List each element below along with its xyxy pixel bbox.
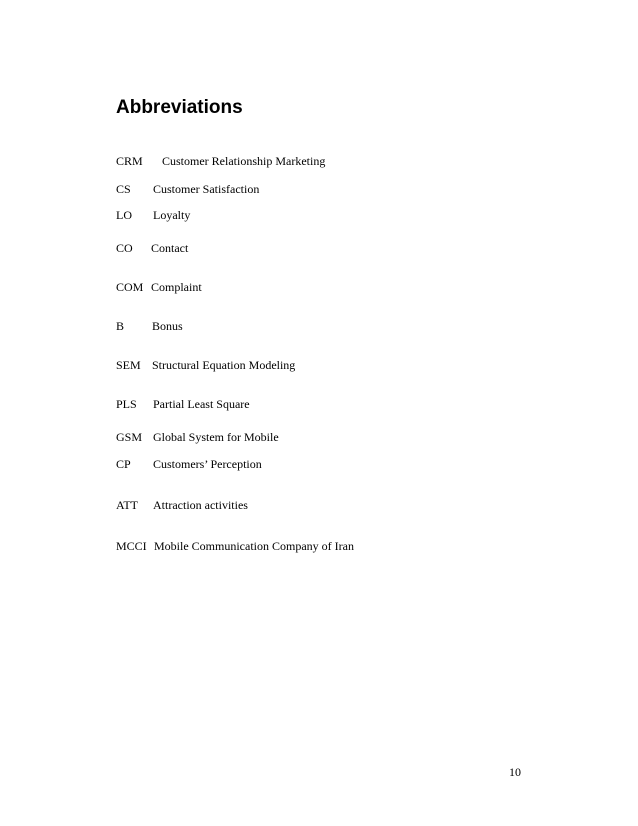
abbreviation-term: CRM (116, 154, 143, 168)
abbreviation-term: COM (116, 280, 144, 294)
abbreviation-definition: Customer Satisfaction (153, 182, 260, 196)
abbreviation-term: SEM (116, 358, 141, 372)
abbreviation-definition: Bonus (152, 319, 183, 333)
page-number: 10 (509, 765, 521, 779)
abbreviation-term: LO (116, 208, 132, 222)
abbreviation-term: MCCI (116, 539, 147, 553)
page-title: Abbreviations (116, 97, 243, 118)
abbreviation-definition: Complaint (151, 280, 202, 294)
abbreviation-term: GSM (116, 430, 143, 444)
abbreviation-term: ATT (116, 498, 138, 512)
abbreviation-definition: Customers’ Perception (153, 457, 262, 471)
abbreviation-definition: Attraction activities (153, 498, 248, 512)
abbreviation-term: B (116, 319, 125, 333)
abbreviation-definition: Structural Equation Modeling (152, 358, 296, 372)
abbreviation-definition: Contact (151, 241, 189, 255)
abbreviation-definition: Global System for Mobile (153, 430, 279, 444)
abbreviation-term: CP (116, 457, 131, 471)
abbreviation-term: CO (116, 241, 133, 255)
abbreviation-term: CS (116, 182, 131, 196)
abbreviation-definition: Partial Least Square (153, 397, 250, 411)
abbreviation-definition: Loyalty (153, 208, 191, 222)
abbreviation-definition: Mobile Communication Company of Iran (154, 539, 354, 553)
abbreviation-term: PLS (116, 397, 137, 411)
abbreviation-definition: Customer Relationship Marketing (162, 154, 326, 168)
